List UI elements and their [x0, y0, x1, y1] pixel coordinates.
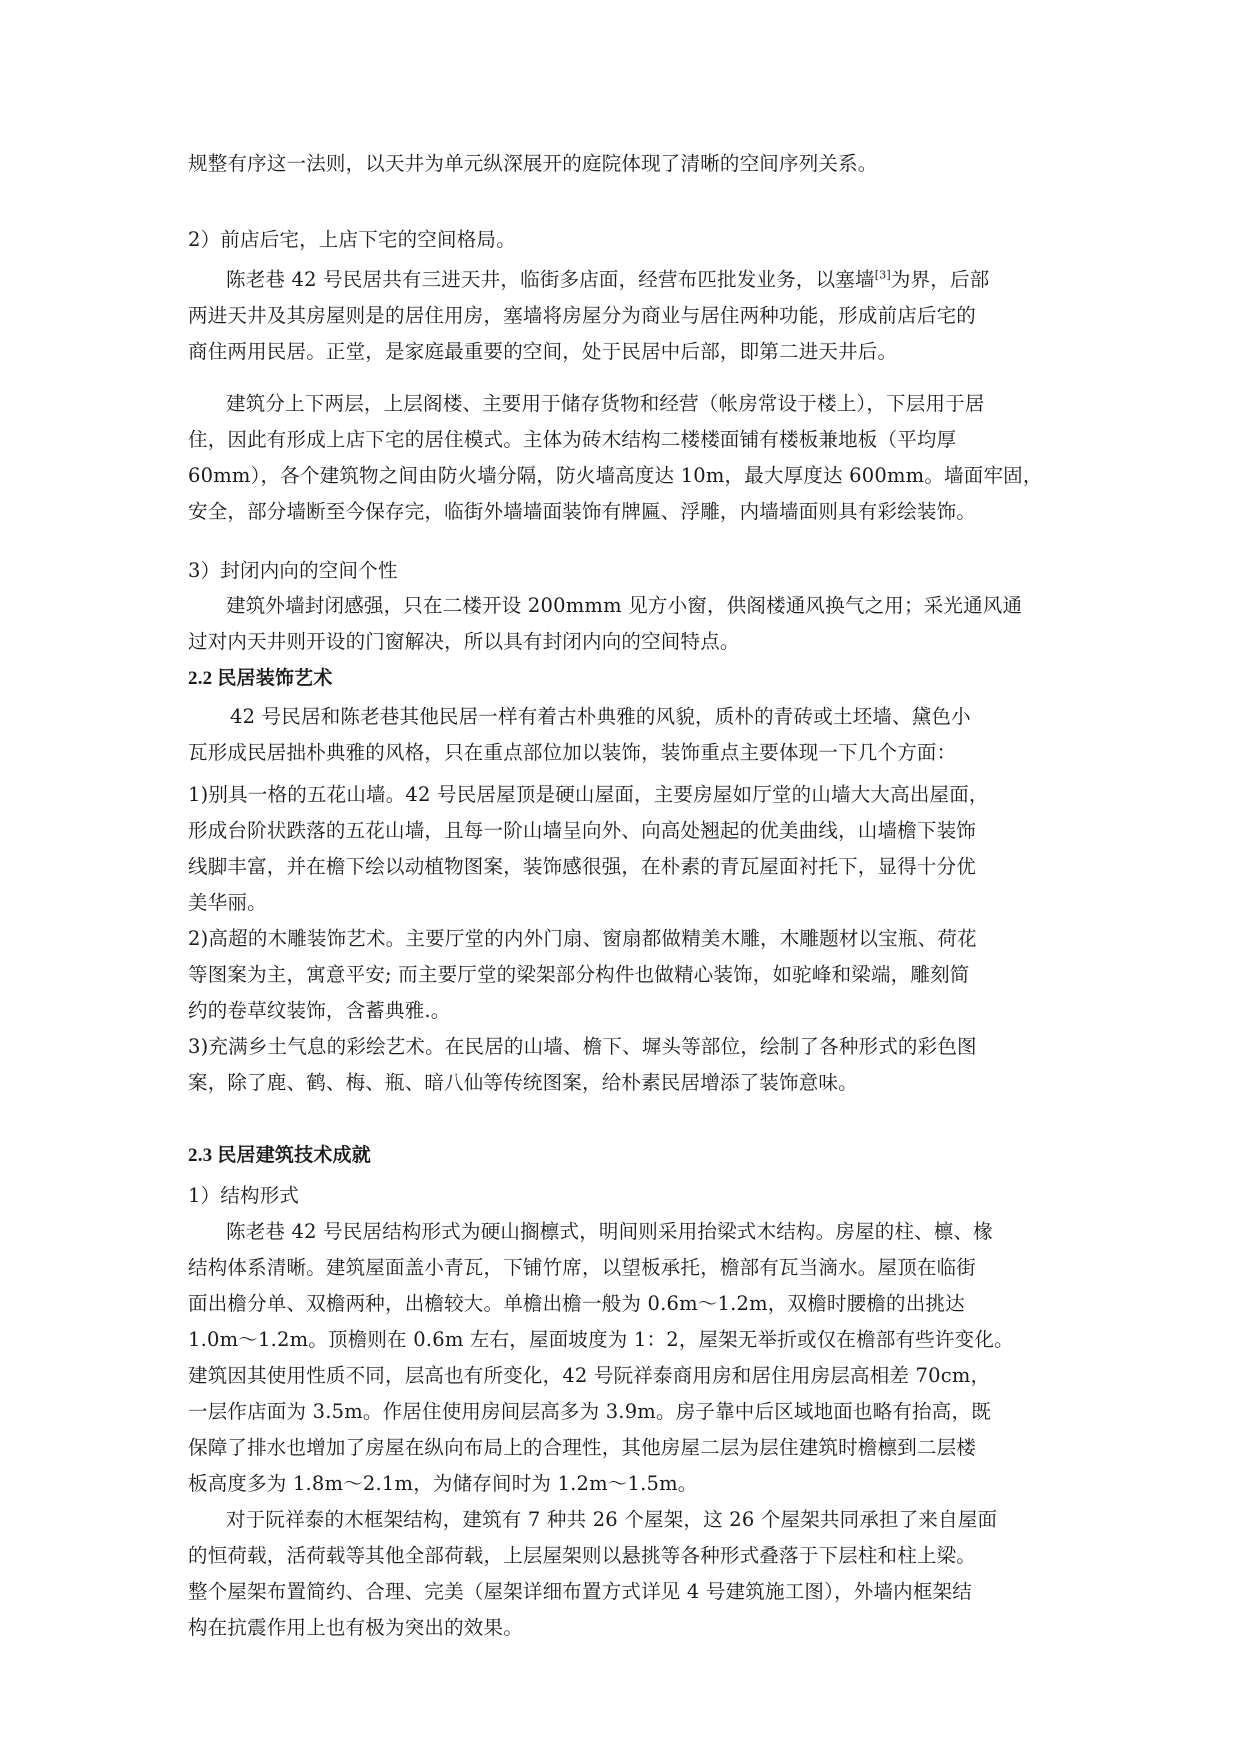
- citation-ref: [3]: [874, 268, 891, 282]
- text-line: 陈老巷 42 号民居结构形式为硬山搁檩式，明间则采用抬梁式木结构。房屋的柱、檩、椽: [226, 1220, 993, 1243]
- subheading-enclosed-space: [188, 553, 1066, 589]
- text-line: 一层作店面为 3.5m。作居住使用房间层高多为 3.9m。房子靠中后区域地面也略有抬高，既: [188, 1400, 991, 1423]
- text-line: 形成台阶状跌落的五花山墙，且每一阶山墙呈向外、向高处翘起的优美曲线，山墙檐下装饰: [188, 819, 977, 842]
- paragraph-courtyard-sequence: [188, 146, 1066, 182]
- section-title: 民居建筑技术成就: [217, 1145, 371, 1166]
- text-line: 2)高超的木雕装饰艺术。主要厅堂的内外门扇、窗扇都做精美木雕，木雕题材以宝瓶、荷花: [188, 927, 977, 950]
- text-line: 约的卷草纹装饰，含蓄典雅.。: [188, 999, 451, 1022]
- subheading-text: 1）结构形式: [188, 1184, 300, 1207]
- text-line: 商住两用民居。正堂，是家庭最重要的空间，处于民居中后部，即第二进天井后。: [188, 340, 898, 363]
- text-line: 案，除了鹿、鹤、梅、瓶、暗八仙等传统图案，给朴素民居增添了装饰意味。: [188, 1071, 858, 1094]
- text-line: 规整有序这一法则，以天井为单元纵深展开的庭院体现了清晰的空间序列关系。: [188, 152, 878, 175]
- text-line: 面出檐分单、双檐两种，出檐较大。单檐出檐一般为 0.6m～1.2m，双檐时腰檐的出挑达: [188, 1292, 965, 1315]
- paragraph-timber-frame: [188, 1502, 1066, 1646]
- text-line: 构在抗震作用上也有极为突出的效果。: [188, 1616, 523, 1639]
- text-line: 保障了排水也增加了房屋在纵向布局上的合理性，其他房屋二层为层住建筑时檐檩到二层楼: [188, 1436, 977, 1459]
- section-title: 民居装饰艺术: [217, 668, 333, 689]
- text-line: [188, 262, 1066, 298]
- text-line: 建筑因其使用性质不同，层高也有所变化，42 号阮祥泰商用房和居住用房层高相差 70cm，: [188, 1364, 991, 1387]
- text-line: 对于阮祥泰的木框架结构，建筑有 7 种共 26 个屋架，这 26 个屋架共同承担了来自屋面: [226, 1508, 998, 1531]
- text-line: 的恒荷载，活荷载等其他全部荷载，上层屋架则以悬挑等各种形式叠落于下层柱和柱上梁。: [188, 1544, 977, 1567]
- text-line: 1.0m～1.2m。顶檐则在 0.6m 左右，屋面坡度为 1：2，屋架无举折或仅在檐部有些许变化。: [188, 1328, 1014, 1351]
- subheading-text: 3）封闭内向的空间个性: [188, 559, 398, 582]
- text-line: 住，因此有形成上店下宅的居住模式。主体为砖木结构二楼楼面铺有楼板兼地板（平均厚: [188, 428, 957, 451]
- subheading-text: 2）前店后宅，上店下宅的空间格局。: [188, 228, 516, 251]
- paragraph-decoration-list: [188, 777, 1066, 1101]
- subheading-front-shop-rear-house: [188, 222, 1066, 258]
- paragraph-decoration-intro: [188, 699, 1066, 771]
- text-run: 为界，后部: [890, 268, 990, 291]
- paragraph-two-storey-building: [188, 386, 1066, 530]
- text-line: 1)别具一格的五花山墙。42 号民居屋顶是硬山屋面，主要房屋如厅堂的山墙大大高出屋面，: [188, 783, 989, 806]
- text-line: 瓦形成民居拙朴典雅的风格，只在重点部位加以装饰，装饰重点主要体现一下几个方面：: [188, 741, 957, 764]
- text-line: 整个屋架布置简约、合理、完美（屋架详细布置方式详见 4 号建筑施工图），外墙内框架结: [188, 1580, 972, 1603]
- subheading-structure-form: [188, 1178, 1066, 1214]
- text-line: 建筑分上下两层，上层阁楼、主要用于储存货物和经营（帐房常设于楼上），下层用于居: [226, 392, 985, 415]
- section-number: 2.3: [188, 1145, 213, 1166]
- text-line: 42 号民居和陈老巷其他民居一样有着古朴典雅的风貌，质朴的青砖或土坯墙、黛色小: [230, 705, 971, 728]
- section-heading-2-3: [188, 1138, 1066, 1174]
- paragraph-three-courtyards: [188, 262, 1066, 370]
- text-line: 3)充满乡土气息的彩绘艺术。在民居的山墙、檐下、墀头等部位，绘制了各种形式的彩色图: [188, 1035, 977, 1058]
- text-line: 安全，部分墙断至今保存完，临街外墙墙面装饰有牌匾、浮雕，内墙墙面则具有彩绘装饰。: [188, 500, 977, 523]
- text-line: 建筑外墙封闭感强，只在二楼开设 200mmm 见方小窗，供阁楼通风换气之用；采光通风通: [226, 594, 1023, 617]
- text-run: 陈老巷 42 号民居共有三进天井，临街多店面，经营布匹批发业务，以塞墙: [226, 268, 875, 291]
- paragraph-enclosed-walls: [188, 588, 1066, 660]
- text-line: 板高度多为 1.8m～2.1m，为储存间时为 1.2m～1.5m。: [188, 1472, 698, 1495]
- text-line: 60mm），各个建筑物之间由防火墙分隔，防火墙高度达 10m，最大厚度达 600mm。墙面牢固，: [188, 464, 1043, 487]
- text-line: 等图案为主，寓意平安; 而主要厅堂的梁架部分构件也做精心装饰，如驼峰和梁端，雕刻简: [188, 963, 970, 986]
- text-line: 美华丽。: [188, 891, 267, 914]
- paragraph-structure: [188, 1214, 1066, 1502]
- section-number: 2.2: [188, 668, 213, 689]
- text-line: 过对内天井则开设的门窗解决，所以具有封闭内向的空间特点。: [188, 630, 740, 653]
- text-line: 结构体系清晰。建筑屋面盖小青瓦，下铺竹席，以望板承托，檐部有瓦当滴水。屋顶在临街: [188, 1256, 977, 1279]
- text-line: 线脚丰富，并在檐下绘以动植物图案，装饰感很强，在朴素的青瓦屋面衬托下，显得十分优: [188, 855, 977, 878]
- text-line: 两进天井及其房屋则是的居住用房，塞墙将房屋分为商业与居住两种功能，形成前店后宅的: [188, 304, 977, 327]
- section-heading-2-2: [188, 661, 1066, 697]
